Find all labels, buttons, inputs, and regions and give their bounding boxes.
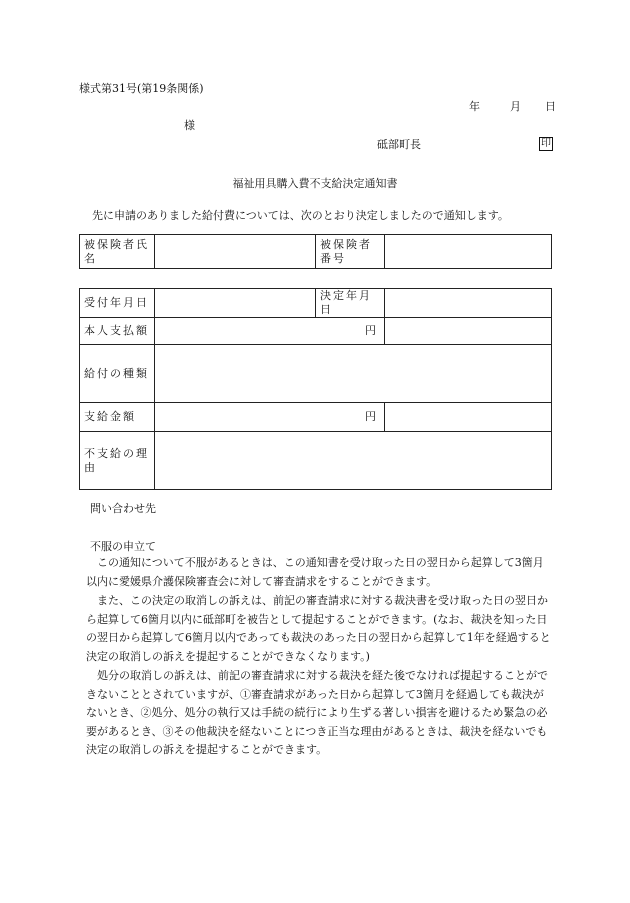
reason-field[interactable]: [155, 432, 552, 490]
appeal-paragraph-1: この通知について不服があるときは、この通知書を受け取った日の翌日から起算して3箇月以内に愛媛県介護保険審査会に対して審査請求をすることができます。: [86, 556, 544, 588]
appeal-paragraph-3: 処分の取消しの訴えは、前記の審査請求に対する裁決を経た後でなければ提起することができないこととされていますが、①審査請求があった日から起算して3箇月を経過しても裁決がないとき、②処分、処分の執行又は手続の続行により生ずる著しい損害を避けるため緊急の必要があるとき、③その他裁決を経ないことにつき正当な理由があるときは、裁決を経ないでも決定の取消しの訴えを提起することができます。: [86, 669, 548, 757]
payment-amount-field[interactable]: [155, 403, 385, 432]
decision-detail-table: [79, 288, 552, 490]
payment-amount-unit: 円: [365, 410, 376, 423]
addressee-honorific: 様: [184, 119, 195, 132]
date-month-label: 月: [510, 100, 521, 113]
issue-date: [469, 100, 556, 114]
appeal-heading: 不服の申立て: [90, 540, 156, 553]
form-number: 様式第31号(第19条関係): [79, 82, 204, 95]
sender-name: 砥部町長: [377, 138, 421, 151]
table-row: [80, 318, 552, 345]
page-title: 福祉用具購入費不支給決定通知書: [232, 177, 398, 190]
intro-text: 先に申請のありました給付費については、次のとおり決定しましたので通知します。: [92, 209, 509, 222]
self-payment-field[interactable]: [155, 318, 385, 345]
insured-number-field[interactable]: [385, 235, 552, 269]
insured-number-label: 被保険者番号: [316, 235, 385, 269]
appeal-paragraph-2: また、この決定の取消しの訴えは、前記の審査請求に対する裁決書を受け取った日の翌日から起算して6箇月以内に砥部町を被告として提起することができます。(なお、裁決を知った日の翌日から起算して6箇月以内であっても裁決のあった日の翌日から起算して1年を経過すると決定の取消しの訴えを提起することができなくなります。): [86, 594, 551, 663]
date-day-label: 日: [545, 100, 556, 113]
table-row: [80, 235, 552, 269]
benefit-type-label: 給付の種類: [80, 345, 155, 403]
date-year-label: 年: [469, 100, 480, 113]
contact-label: 問い合わせ先: [90, 502, 156, 515]
table-row: [80, 403, 552, 432]
table-row: [80, 289, 552, 318]
reason-label: 不支給の理由: [80, 432, 155, 490]
payment-amount-label: 支給金額: [80, 403, 155, 432]
benefit-type-field[interactable]: [155, 345, 552, 403]
insured-person-table: [79, 234, 552, 269]
table-row: [80, 432, 552, 490]
self-payment-unit: 円: [365, 324, 376, 337]
self-payment-label: 本人支払額: [80, 318, 155, 345]
insured-name-label: 被保険者氏名: [80, 235, 155, 269]
insured-name-field[interactable]: [155, 235, 316, 269]
received-date-field[interactable]: [155, 289, 316, 318]
decision-date-field[interactable]: [385, 289, 552, 318]
decision-date-label: 決定年月日: [316, 289, 385, 318]
self-payment-extra-cell: [385, 318, 552, 345]
received-date-label: 受付年月日: [80, 289, 155, 318]
payment-amount-extra-cell: [385, 403, 552, 432]
table-row: [80, 345, 552, 403]
seal-mark: 印: [541, 138, 551, 149]
